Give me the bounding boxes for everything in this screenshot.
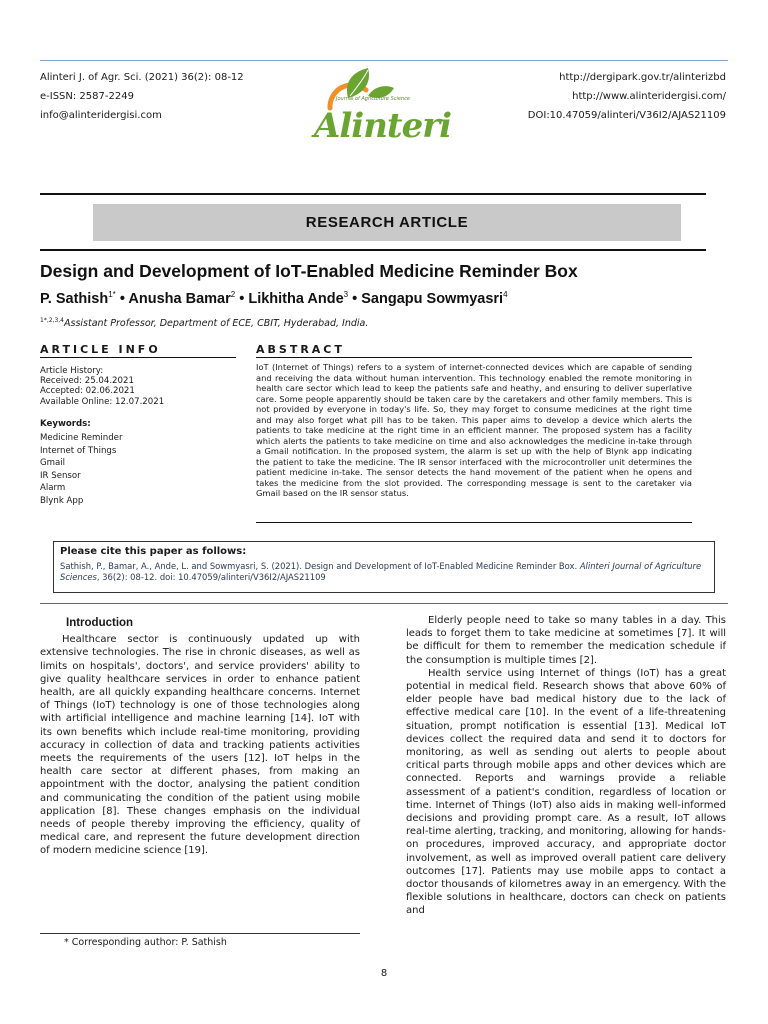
affiliation xyxy=(40,317,368,329)
author-separator: • xyxy=(348,290,362,307)
keyword: IR Sensor xyxy=(40,470,81,481)
article-info-heading: ARTICLE INFO xyxy=(40,343,236,358)
page-number: 8 xyxy=(380,968,388,979)
section-heading: Introduction xyxy=(66,617,134,629)
keywords-label: Keywords: xyxy=(40,418,91,429)
citation-journal: Alinteri Journal of Agriculture Sciences xyxy=(60,561,702,582)
author-sup: 1* xyxy=(108,290,116,299)
author-name: Likhitha Ande xyxy=(248,290,344,307)
body-paragraph: Healthcare sector is continuously updated up with extensive technologies. The rise in chronic diseases, as well as limits on hospitals', doctors', and service providers' ability to give quality healthcare services in order to enhance patient health, are all quickly expanding healthcare concerns. Internet of Things (IoT) technology is one of those technologies along with artificial intelligence and machine learning [14]. IoT with its own benefits which include real-time monitoring, providing accuracy in collection of data and tracking patients activities meets the requirements of the users [12]. IoT helps in the health care sector at different phases, from making an appointment with the doctor, analysing the patient condition and communicating the condition of the patient using mobile application [8]. These changes emphasis on the individual needs of people thereby improving the efficiency, quality of medical care, and represent the future development direction of modern medicine science [19]. xyxy=(40,634,360,857)
keyword: Gmail xyxy=(40,458,66,469)
keyword: Internet of Things xyxy=(40,445,117,456)
author-separator: • xyxy=(235,290,249,307)
author-name: Sangapu Sowmyasri xyxy=(361,290,504,307)
author-name: P. Sathish xyxy=(40,290,109,307)
citation-text xyxy=(60,561,708,583)
body-paragraph: Elderly people need to take so many tables in a day. This leads to forget them to take medicine at sometimes [7]. It will be difficult for them to remember the medication schedule if the consumption is multiple times [2]. xyxy=(406,615,726,666)
header-right xyxy=(528,68,726,125)
keyword: Blynk App xyxy=(40,495,84,506)
paper-title: Design and Development of IoT-Enabled Medicine Reminder Box xyxy=(40,261,578,281)
contact-email[interactable]: info@alinteridergisi.com xyxy=(40,110,162,121)
author-name: Anusha Bamar xyxy=(128,290,231,307)
doi[interactable]: DOI:10.47059/alinteri/V36I2/AJAS21109 xyxy=(527,110,726,121)
keyword: Alarm xyxy=(40,483,66,494)
article-history-label: Article History: xyxy=(40,366,104,376)
header-rule xyxy=(40,60,728,61)
footnote-rule xyxy=(40,933,360,934)
citation-box xyxy=(53,541,715,593)
citation-main: Sathish, P., Bamar, A., Ande, L. and Sowmyasri, S. (2021). Design and Development of IoT-Enabled Medicine Reminder Box. xyxy=(60,561,580,571)
author-separator: • xyxy=(115,290,129,307)
logo-tagline: Journal of Agriculture Science xyxy=(336,96,410,102)
abstract-text: IoT (Internet of Things) refers to a system of internet-connected devices which are capable of sending and receiving the data without human intervention. This technology enabled the remote monitoring in health care sector which lead to keep the patients safe and heathy, and ensuring to deliver superlative care. Some people apparently should be taken care by the caretakers and other family members. This is not provided by everyone in today's life. So, they may forget to consume medicines at the right time and may also forget what pill has to be taken. This paper aims to develop a device which alerts the patients to take medicine at the right time in an efficient manner. The proposed system has a facility which alerts the patients to take medicine on time and also acknowledges the medicine in-take through a Gmail notification. In the proposed system, the alarm is set up with the help of Blynk app indicating the patient to take the medicine. The IR sensor interfaced with the microcontroller unit determines the patient medicine in-take. The sensor detects the hand movement of the patient when he opens and takes the medicine from the slot provided. The corresponding message is sent to the caretaker via Gmail based on the IR sensor status. xyxy=(256,362,692,498)
author-sup: 3 xyxy=(343,290,349,299)
journal-url-dergipark[interactable]: http://dergipark.gov.tr/alinterizbd xyxy=(559,72,726,83)
online-date: Available Online: 12.07.2021 xyxy=(40,396,165,407)
article-type-banner: RESEARCH ARTICLE xyxy=(93,204,681,241)
banner-rule-top xyxy=(40,193,706,195)
section-separator xyxy=(40,603,728,604)
citation-title: Please cite this paper as follows: xyxy=(60,546,247,557)
keyword: Medicine Reminder xyxy=(40,433,123,444)
citation-tail: , 36(2): 08-12. doi: 10.47059/alinteri/V36I2/AJAS21109 xyxy=(96,572,326,582)
banner-rule-bottom xyxy=(40,249,706,251)
journal-url-site[interactable]: http://www.alinteridergisi.com/ xyxy=(572,91,726,102)
author-list xyxy=(40,290,508,307)
body-column-right xyxy=(406,614,726,918)
affiliation-sup: 1*,2,3,4 xyxy=(40,317,64,324)
journal-logo xyxy=(290,68,452,150)
received-date: Received: 25.04.2021 xyxy=(40,376,134,387)
journal-citation: Alinteri J. of Agr. Sci. (2021) 36(2): 08-12 xyxy=(40,72,244,83)
abstract-heading: ABSTRACT xyxy=(256,343,692,358)
header-left xyxy=(40,68,244,125)
body-column-left xyxy=(40,614,360,858)
author-sup: 4 xyxy=(503,290,508,299)
corresponding-author-footnote: * Corresponding author: P. Sathish xyxy=(64,937,227,948)
logo-wordmark: Alinteri xyxy=(314,106,452,146)
abstract-rule xyxy=(256,522,692,523)
accepted-date: Accepted: 02.06.2021 xyxy=(40,386,135,397)
body-paragraph: Health service using Internet of things (IoT) has a great potential in medical field. Research shows that above 60% of elder people have bad medical history due to the lack of effective medical care [10]. In the event of a life-threatening situation, prompt notification is essential [13]. Medical IoT devices collect the required data and send it to doctors for monitoring, as well as sending out alerts to people about critical parts through mobile apps and other devices which are connected. Reports and warnings provide a reliable assessment of a patient's condition, regardless of location or time. Internet of Things (IoT) also aids in making well-informed decisions and providing prompt care. As a result, IoT allows real-time alerting, tracking, and monitoring, allowing for hands-on procedures, improved accuracy, and appropriate doctor involvement, as well as improved overall patient care delivery outcomes [17]. Patients may use mobile apps to contact a doctor thousands of kilometres away in an emergency. With the flexible solutions in healthcare, doctors can check on patients and xyxy=(406,667,726,917)
eissn: e-ISSN: 2587-2249 xyxy=(40,91,134,102)
article-info xyxy=(40,366,236,508)
affiliation-text: Assistant Professor, Department of ECE, CBIT, Hyderabad, India. xyxy=(64,318,369,330)
author-sup: 2 xyxy=(230,290,236,299)
